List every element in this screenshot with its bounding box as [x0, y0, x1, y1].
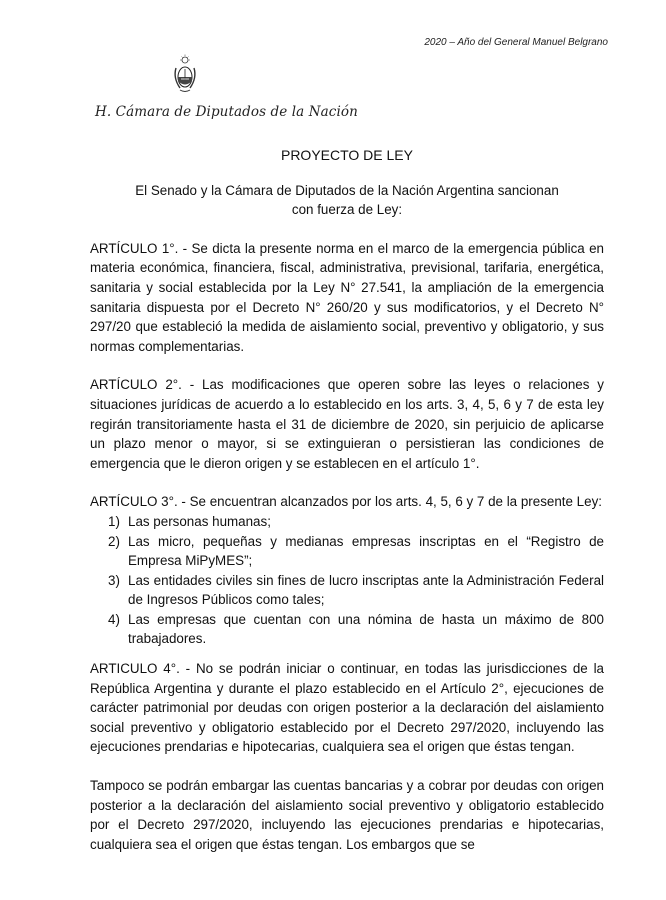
article-3-intro: ARTÍCULO 3°. - Se encuentran alcanzados por los arts. 4, 5, 6 y 7 de la presente Ley: [90, 494, 602, 510]
article-3-list [90, 512, 604, 649]
header-motto: 2020 – Año del General Manuel Belgrano [424, 37, 608, 48]
document-title: PROYECTO DE LEY [280, 147, 413, 163]
list-item [90, 571, 604, 610]
document-body [90, 146, 604, 873]
coat-of-arms-icon [172, 54, 198, 94]
preamble-line: El Senado y la Cámara de Diputados de la Nación Argentina sancionan [135, 182, 559, 198]
list-item-number: 2) [108, 533, 120, 549]
preamble-line: con fuerza de Ley: [291, 202, 403, 218]
list-item [90, 532, 604, 571]
preamble [90, 181, 604, 220]
article-4: ARTICULO 4°. - No se podrán iniciar o continuar, en todas las jurisdicciones de la República Argentina y durante el plazo establecido en el Artículo 2°, ejecuciones de carácter patrimonial por deudas con origen posterior a la declaración del aislamiento social preventivo y obligatorio establecido por el Decreto 297/2020, incluyendo las ejecuciones prendarias e hipotecarias, cualquiera sea el origen que éstas tengan. [90, 661, 604, 755]
list-item-text: Las entidades civiles sin fines de lucro inscriptas ante la Administración Federal de Ingresos Públicos como tales; [128, 572, 604, 608]
list-item-number: 4) [108, 611, 120, 627]
article-4-paragraph-2: Tampoco se podrán embargar las cuentas bancarias y a cobrar por deudas con origen posterior a la declaración del aislamiento social preventivo y obligatorio establecido por el Decreto 297/2020, incluyendo las ejecuciones prendarias e hipotecarias, cualquiera sea el origen que éstas tengan. Los embargos que se [90, 778, 604, 852]
list-item-text: Las empresas que cuentan con una nómina de hasta un máximo de 800 trabajadores. [128, 611, 604, 647]
list-item [90, 512, 604, 532]
list-item [90, 610, 604, 649]
list-item-number: 3) [108, 572, 120, 588]
chamber-name: H. Cámara de Diputados de la Nación [95, 104, 358, 120]
list-item-text: Las personas humanas; [128, 513, 271, 529]
article-2: ARTÍCULO 2°. - Las modificaciones que operen sobre las leyes o relaciones y situaciones jurídicas de acuerdo a lo establecido en los arts. 3, 4, 5, 6 y 7 de esta ley regirán transitoriamente hasta el 31 de diciembre de 2020, sin perjuicio de aplicarse un plazo menor o mayor, si se extinguieran o persistieran las condiciones de emergencia que le dieron origen y se establecen en el artículo 1°. [90, 377, 604, 471]
article-1: ARTÍCULO 1°. - Se dicta la presente norma en el marco de la emergencia pública en materia económica, financiera, fiscal, administrativa, previsional, tarifaria, energética, sanitaria y social establecida por la Ley N° 27.541, la ampliación de la emergencia sanitaria dispuesta por el Decreto N° 260/20 y sus modificatorios, y el Decreto N° 297/20 que estableció la medida de aislamiento social, preventivo y obligatorio, y sus normas complementarias. [90, 240, 604, 354]
list-item-number: 1) [108, 513, 120, 529]
list-item-text: Las micro, pequeñas y medianas empresas inscriptas en el “Registro de Empresa MiPyMES”; [128, 533, 604, 569]
